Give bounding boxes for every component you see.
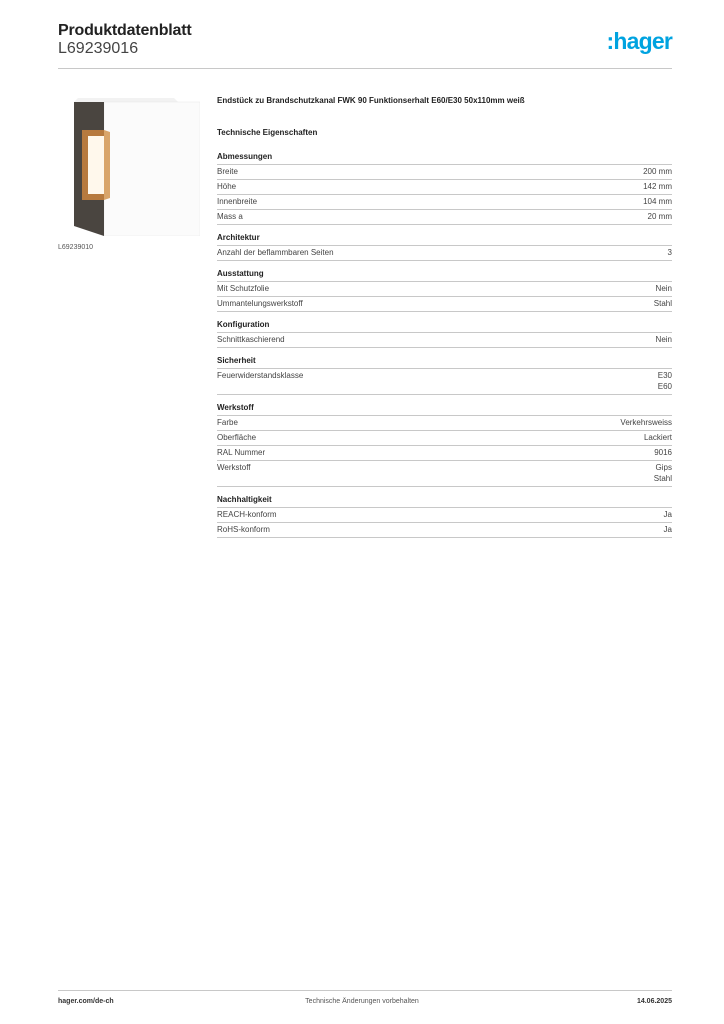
content bbox=[217, 96, 672, 546]
footer-website: hager.com/de-ch bbox=[58, 998, 114, 1005]
property-label: Höhe bbox=[217, 182, 237, 191]
section bbox=[217, 152, 672, 225]
property-value-line: E60 bbox=[657, 382, 672, 391]
property-row bbox=[217, 246, 672, 261]
property-value bbox=[654, 462, 672, 484]
property-row bbox=[217, 195, 672, 210]
page-header bbox=[58, 22, 672, 70]
image-caption: L69239010 bbox=[58, 244, 94, 251]
property-value bbox=[643, 181, 672, 192]
property-value bbox=[656, 283, 672, 294]
property-label: Mass a bbox=[217, 212, 243, 221]
property-value-line: Stahl bbox=[653, 299, 672, 308]
property-value bbox=[664, 524, 672, 535]
property-label: RAL Nummer bbox=[217, 448, 266, 457]
property-label: Oberfläche bbox=[217, 433, 257, 442]
property-value-line: 200 mm bbox=[643, 167, 672, 176]
property-value bbox=[656, 334, 672, 345]
property-value-line: 104 mm bbox=[643, 197, 672, 206]
property-value bbox=[658, 370, 672, 392]
property-value-line: Gips bbox=[655, 463, 672, 472]
property-row bbox=[217, 297, 672, 312]
property-label: Farbe bbox=[217, 418, 238, 427]
section-title: Ausstattung bbox=[217, 269, 672, 282]
section bbox=[217, 495, 672, 538]
property-label: REACH-konform bbox=[217, 510, 277, 519]
footer-divider bbox=[58, 990, 672, 991]
property-label: Ummantelungswerkstoff bbox=[217, 299, 303, 308]
property-value-line: Verkehrsweiss bbox=[620, 418, 672, 427]
property-value-line: Ja bbox=[663, 510, 672, 519]
property-label: Breite bbox=[217, 167, 238, 176]
property-row bbox=[217, 165, 672, 180]
property-value-line: Lackiert bbox=[643, 433, 672, 442]
section-title: Architektur bbox=[217, 233, 672, 246]
properties-heading: Technische Eigenschaften bbox=[217, 128, 318, 137]
product-title: Endstück zu Brandschutzkanal FWK 90 Funktionserhalt E60/E30 50x110mm weiß bbox=[217, 96, 525, 105]
properties-list bbox=[217, 152, 672, 538]
property-row bbox=[217, 508, 672, 523]
section-title: Nachhaltigkeit bbox=[217, 495, 672, 508]
property-label: Mit Schutzfolie bbox=[217, 284, 270, 293]
section bbox=[217, 320, 672, 348]
section-title: Werkstoff bbox=[217, 403, 672, 416]
property-row bbox=[217, 431, 672, 446]
property-label: Innenbreite bbox=[217, 197, 258, 206]
property-value-line: 20 mm bbox=[647, 212, 672, 221]
property-row bbox=[217, 523, 672, 538]
property-value bbox=[620, 417, 672, 428]
property-value-line: Nein bbox=[655, 335, 672, 344]
property-label: RoHS-konform bbox=[217, 525, 270, 534]
property-row bbox=[217, 210, 672, 225]
product-illustration-icon bbox=[58, 96, 200, 236]
property-value-line: 9016 bbox=[654, 448, 672, 457]
property-row bbox=[217, 333, 672, 348]
property-row bbox=[217, 416, 672, 431]
header-divider bbox=[58, 68, 672, 69]
section bbox=[217, 403, 672, 487]
document-title: Produktdatenblatt bbox=[58, 22, 192, 39]
property-row bbox=[217, 461, 672, 487]
section-title: Konfiguration bbox=[217, 320, 672, 333]
hager-logo: :hager bbox=[606, 28, 672, 54]
property-row bbox=[217, 180, 672, 195]
section bbox=[217, 269, 672, 312]
property-value-line: E30 bbox=[657, 371, 672, 380]
footer-note: Technische Änderungen vorbehalten bbox=[305, 998, 419, 1005]
property-value-line: Ja bbox=[663, 525, 672, 534]
property-value bbox=[664, 509, 672, 520]
property-value-line: 142 mm bbox=[643, 182, 672, 191]
product-image bbox=[58, 96, 200, 236]
property-value-line: Stahl bbox=[653, 474, 672, 483]
section-title: Abmessungen bbox=[217, 152, 672, 165]
article-number: L69239016 bbox=[58, 40, 139, 57]
property-value bbox=[668, 247, 672, 258]
property-row bbox=[217, 369, 672, 395]
property-row bbox=[217, 282, 672, 297]
property-value bbox=[644, 432, 672, 443]
property-value bbox=[648, 211, 672, 222]
section bbox=[217, 356, 672, 395]
property-label: Schnittkaschierend bbox=[217, 335, 285, 344]
property-value-line: Nein bbox=[655, 284, 672, 293]
property-label: Anzahl der beflammbaren Seiten bbox=[217, 248, 334, 257]
section bbox=[217, 233, 672, 261]
property-value-line: 3 bbox=[667, 248, 672, 257]
property-value bbox=[654, 447, 672, 458]
property-row bbox=[217, 446, 672, 461]
footer-date: 14.06.2025 bbox=[636, 998, 672, 1005]
property-value bbox=[654, 298, 672, 309]
property-value bbox=[643, 196, 672, 207]
section-title: Sicherheit bbox=[217, 356, 672, 369]
property-label: Werkstoff bbox=[217, 463, 251, 472]
property-value bbox=[643, 166, 672, 177]
property-label: Feuerwiderstandsklasse bbox=[217, 371, 304, 380]
